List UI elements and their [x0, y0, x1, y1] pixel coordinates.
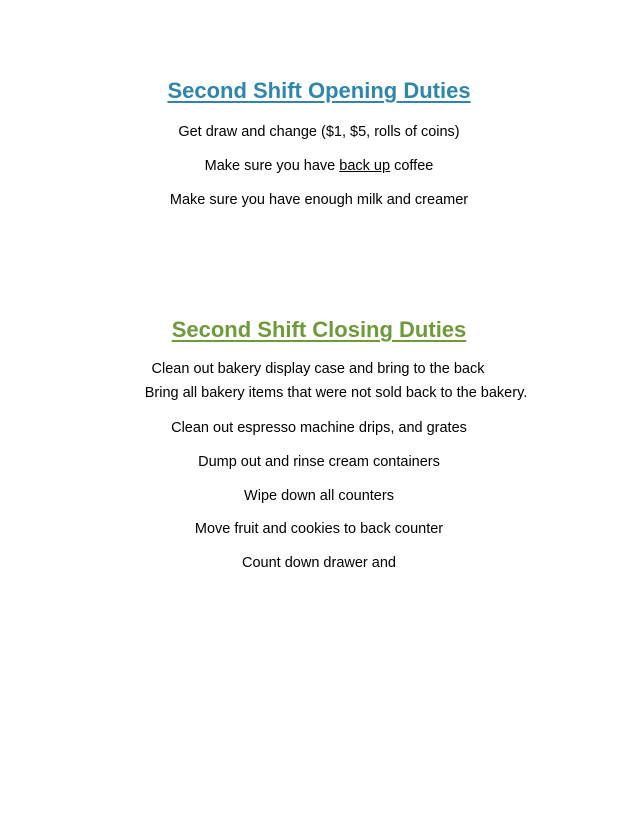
opening-duty-underlined-text: back up — [339, 158, 391, 174]
closing-duties-heading: Second Shift Closing Duties — [171, 317, 467, 342]
opening-duty-text: coffee — [390, 158, 434, 174]
closing-duty-item: Clean out bakery display case and bring to the back — [151, 361, 485, 377]
closing-duty-item: Wipe down all counters — [244, 488, 394, 504]
closing-duty-item: Dump out and rinse cream containers — [198, 454, 440, 470]
opening-duty-item: Make sure you have enough milk and creamer — [169, 192, 469, 208]
closing-duty-item: Move fruit and cookies to back counter — [194, 521, 444, 537]
opening-duties-heading: Second Shift Opening Duties — [167, 78, 471, 103]
opening-duty-text: Make sure you have — [204, 158, 340, 174]
closing-duty-item: Bring all bakery items that were not sold back to the bakery. — [144, 385, 528, 401]
opening-duty-item: Get draw and change ($1, $5, rolls of coins) — [178, 124, 460, 140]
closing-duty-item: Clean out espresso machine drips, and grates — [171, 420, 467, 436]
closing-duty-item: Count down drawer and — [242, 555, 396, 571]
opening-duty-item — [0, 156, 638, 176]
